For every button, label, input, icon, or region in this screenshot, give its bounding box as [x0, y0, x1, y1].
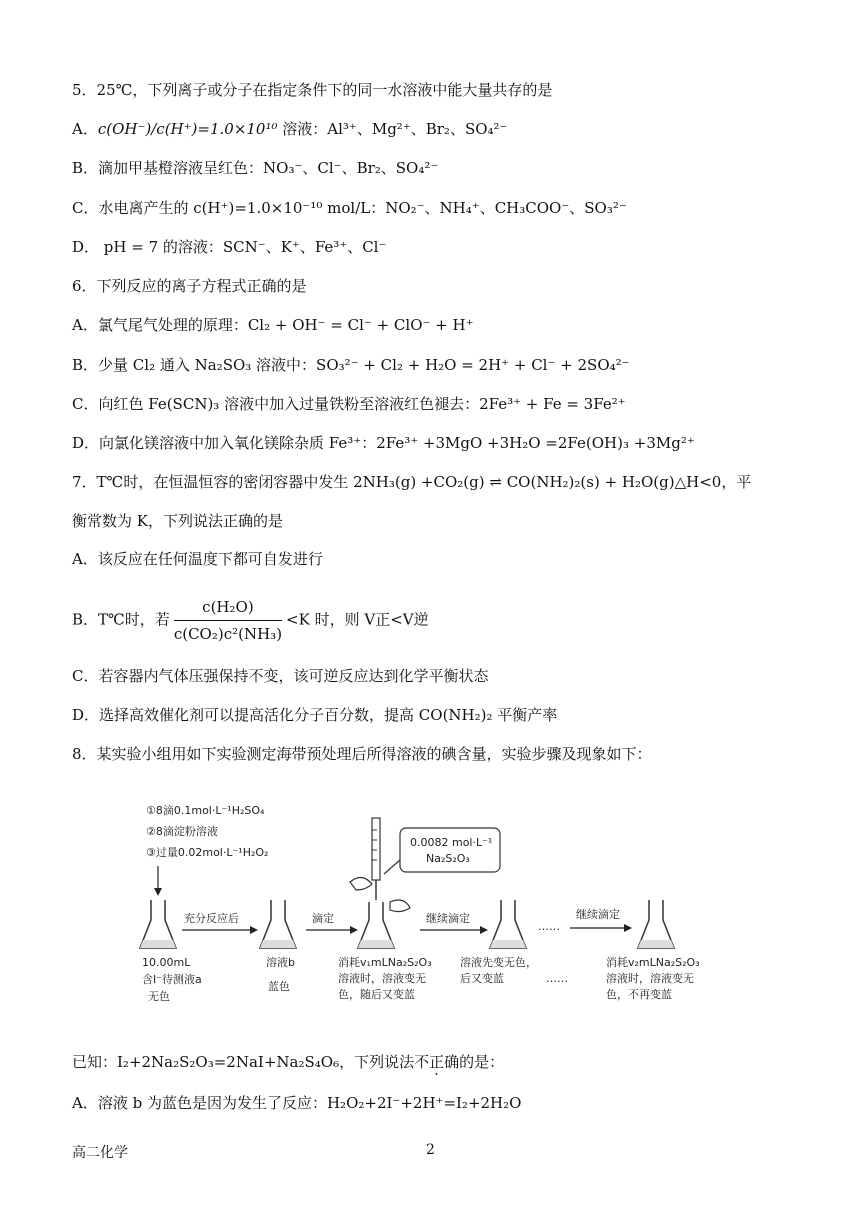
- arrow-1-head: [250, 926, 258, 934]
- reagent-2: ②8滴淀粉溶液: [146, 825, 218, 838]
- flask-4: [490, 900, 526, 948]
- flask-3-label-3: 色，随后又变蓝: [338, 988, 415, 1001]
- q5-option-d: D． pH = 7 的溶液：SCN⁻、K⁺、Fe³⁺、Cl⁻: [72, 238, 387, 256]
- q7-option-d: D．选择高效催化剂可以提高活化分子百分数，提高 CO(NH₂)₂ 平衡产率: [72, 706, 558, 724]
- flask-5-label-1: 消耗v₂mLNa₂S₂O₃: [606, 956, 700, 969]
- q5-a-expression: c(OH⁻)/c(H⁺)=1.0×10¹⁰: [97, 120, 278, 138]
- flask-2: [260, 900, 296, 948]
- arrow-2-label: 滴定: [312, 912, 334, 925]
- label-pointer: [384, 860, 400, 874]
- q5-a-label: A．: [72, 120, 98, 138]
- q6-option-c: C．向红色 Fe(SCN)₃ 溶液中加入过量铁粉至溶液红色褪去：2Fe³⁺ + Fe = 3Fe²⁺: [72, 395, 626, 413]
- q7-b-prefix: B．T℃时，若: [72, 610, 170, 629]
- q6-stem: 6．下列反应的离子方程式正确的是: [72, 277, 307, 295]
- q5-option-c: C．水电离产生的 c(H⁺)=1.0×10⁻¹⁰ mol/L：NO₂⁻、NH₄⁺、CH₃COO⁻、SO₃²⁻: [72, 199, 627, 217]
- q5-stem: 5．25℃，下列离子或分子在指定条件下的同一水溶液中能大量共存的是: [72, 81, 553, 99]
- q5-a-ions: 溶液：Al³⁺、Mg²⁺、Br₂、SO₄²⁻: [277, 120, 508, 138]
- burette: [372, 818, 380, 900]
- titrant-concentration: 0.0082 mol·L⁻¹: [410, 836, 493, 849]
- flask-5-label-2: 溶液时，溶液变无: [606, 972, 694, 985]
- arrow-4-label: 继续滴定: [576, 908, 620, 921]
- q8-known-text: 已知：I₂+2Na₂S₂O₃=2NaI+Na₂S₄O₆，下列说法: [72, 1053, 415, 1071]
- q8-known-emphasis: 不正确: [414, 1053, 460, 1071]
- arrow-4-head: [624, 924, 632, 932]
- q7-option-a: A．该反应在任何温度下都可自发进行: [72, 550, 323, 568]
- q5-option-a: [72, 119, 507, 139]
- q8-option-a: A．溶液 b 为蓝色是因为发生了反应：H₂O₂+2I⁻+2H⁺=I₂+2H₂O: [72, 1094, 522, 1112]
- q5-option-b: B．滴加甲基橙溶液呈红色：NO₃⁻、Cl⁻、Br₂、SO₄²⁻: [72, 159, 439, 177]
- flask-1-label-1: 10.00mL: [142, 956, 191, 969]
- q8-known-end: 的是：: [459, 1053, 505, 1071]
- hands: [350, 877, 410, 911]
- flask-1: [140, 900, 176, 948]
- flask-1-label-3: 无色: [148, 990, 170, 1003]
- flask-4-label-2: 后又变蓝: [460, 972, 504, 985]
- q6-option-b: B．少量 Cl₂ 通入 Na₂SO₃ 溶液中：SO₃²⁻ + Cl₂ + H₂O = 2H⁺ + Cl⁻ + 2SO₄²⁻: [72, 356, 630, 374]
- q7-stem-line2: 衡常数为 K，下列说法正确的是: [72, 512, 283, 530]
- reagent-1: ①8滴0.1mol·L⁻¹H₂SO₄: [146, 804, 265, 817]
- flask-4-dots: ……: [546, 972, 568, 985]
- q7-b-suffix: <K 时，则 V正<V逆: [286, 610, 429, 629]
- reagent-arrowhead: [154, 888, 162, 896]
- flask-2-label-1: 溶液b: [266, 956, 295, 969]
- flask-3-label-2: 溶液时，溶液变无: [338, 972, 426, 985]
- q7-b-fraction: [174, 596, 282, 645]
- reagent-3: ③过量0.02mol·L⁻¹H₂O₂: [146, 846, 269, 859]
- flask-3: [358, 902, 394, 948]
- ellipsis: ……: [538, 920, 560, 933]
- titrant-name: Na₂S₂O₃: [426, 852, 470, 865]
- q7-option-b: [72, 596, 429, 645]
- flask-2-label-2: 蓝色: [268, 980, 290, 993]
- q8-known: [72, 1052, 504, 1072]
- titrant-label-box: [400, 828, 500, 872]
- q7-stem-line1: 7．T℃时，在恒温恒容的密闭容器中发生 2NH₃(g) +CO₂(g) ⇌ CO(NH₂)₂(s) + H₂O(g)△H<0，平: [72, 473, 752, 491]
- titration-diagram: [128, 790, 728, 1020]
- arrow-3-label: 继续滴定: [426, 912, 470, 925]
- flask-5: [638, 900, 674, 948]
- arrow-3-head: [480, 926, 488, 934]
- arrow-2-head: [350, 926, 358, 934]
- flask-3-label-1: 消耗v₁mLNa₂S₂O₃: [338, 956, 432, 969]
- footer-subject: 高二化学: [72, 1145, 128, 1161]
- flask-4-label-1: 溶液先变无色，: [460, 956, 537, 969]
- q7-b-denominator: c(CO₂)c²(NH₃): [173, 625, 283, 643]
- footer-page-number: 2: [426, 1142, 435, 1158]
- q6-option-a: A．氯气尾气处理的原理：Cl₂ + OH⁻ = Cl⁻ + ClO⁻ + H⁺: [72, 316, 474, 334]
- flask-5-label-3: 色，不再变蓝: [606, 988, 672, 1001]
- q6-option-d: D．向氯化镁溶液中加入氧化镁除杂质 Fe³⁺：2Fe³⁺ +3MgO +3H₂O =2Fe(OH)₃ +3Mg²⁺: [72, 434, 695, 452]
- q7-b-numerator: c(H₂O): [174, 596, 282, 621]
- q7-option-c: C．若容器内气体压强保持不变，该可逆反应达到化学平衡状态: [72, 667, 489, 685]
- arrow-1-label: 充分反应后: [184, 912, 239, 925]
- flask-1-label-2: 含I⁻待测液a: [142, 973, 202, 986]
- q8-stem: 8．某实验小组用如下实验测定海带预处理后所得溶液的碘含量，实验步骤及现象如下：: [72, 745, 652, 763]
